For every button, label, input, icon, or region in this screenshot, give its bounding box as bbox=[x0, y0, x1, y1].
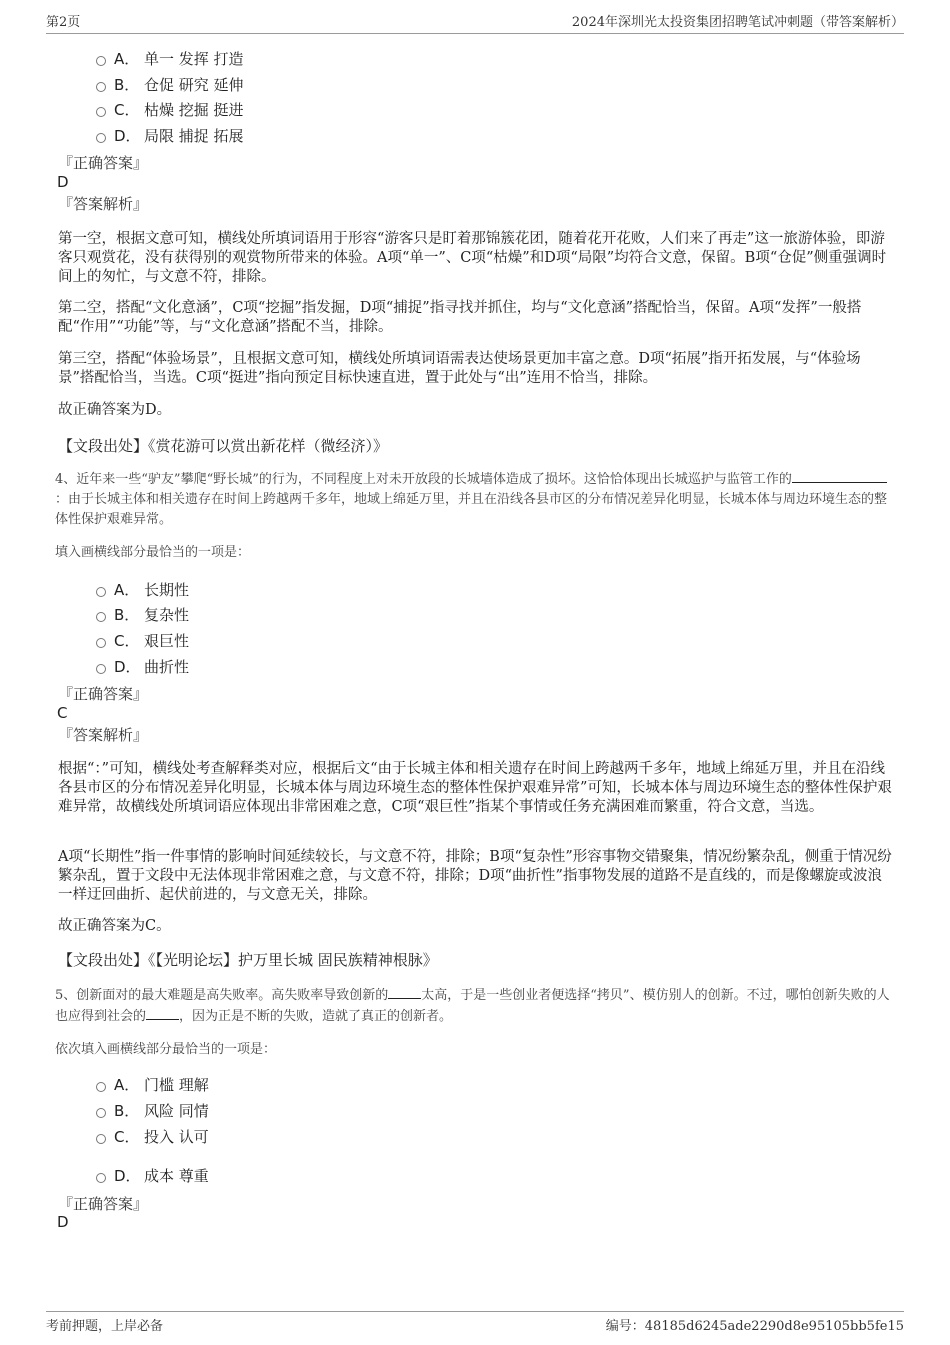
option-d[interactable]: D． 成本 尊重 bbox=[96, 1166, 209, 1186]
document-title: 2024年深圳光太投资集团招聘笔试冲刺题（带答案解析） bbox=[571, 15, 904, 30]
answer-label: 『正确答案』 bbox=[58, 154, 149, 172]
option-text: 枯燥 挖掘 挺进 bbox=[144, 101, 244, 119]
option-text: 风险 同情 bbox=[144, 1102, 209, 1120]
radio-icon[interactable] bbox=[96, 1173, 106, 1183]
radio-icon[interactable] bbox=[96, 133, 106, 143]
option-a[interactable]: A． 单一 发挥 打造 bbox=[96, 49, 244, 69]
option-text: 曲折性 bbox=[144, 658, 190, 676]
page-header bbox=[46, 11, 904, 34]
analysis-paragraph: 第三空，搭配“体验场景”，且根据文意可知，横线处所填词语需表达使场景更加丰富之意。D项“拓展”指开拓发展，与“体验场景”搭配恰当，当选。C项“挺进”指向预定目标快速直进，置于此处与“出”连用不恰当，排除。 bbox=[58, 351, 861, 386]
fill-blank bbox=[146, 1006, 179, 1020]
document-id: 编号：48185d6245ade2290d8e95105bb5fe15 bbox=[605, 1319, 904, 1334]
radio-icon[interactable] bbox=[96, 638, 106, 648]
option-text: 门槛 理解 bbox=[144, 1076, 209, 1094]
source-citation: 【文段出处】《【光明论坛】护万里长城 固民族精神根脉》 bbox=[58, 951, 438, 969]
radio-icon[interactable] bbox=[96, 1108, 106, 1118]
correct-answer: D bbox=[57, 1213, 69, 1231]
question-prompt: 填入画横线部分最恰当的一项是： bbox=[55, 545, 251, 560]
radio-icon[interactable] bbox=[96, 612, 106, 622]
radio-icon[interactable] bbox=[96, 107, 106, 117]
option-text: 单一 发挥 打造 bbox=[144, 50, 244, 68]
option-b[interactable]: B． 风险 同情 bbox=[96, 1101, 209, 1121]
option-b[interactable]: B． 复杂性 bbox=[96, 605, 189, 625]
option-b[interactable]: B． 仓促 研究 延伸 bbox=[96, 75, 244, 95]
option-c[interactable]: C． 艰巨性 bbox=[96, 631, 189, 651]
page-number: 第2页 bbox=[46, 15, 81, 30]
question-stem: 5、创新面对的最大难题是高失败率。高失败率导致创新的 太高，于是一些创业者便选择“拷贝”、模仿别人的创新。不过，哪怕创新失败的人也应得到社会的 ，因为正是不断的失败，造就了真正的创新者。 bbox=[55, 985, 897, 1027]
radio-icon[interactable] bbox=[96, 56, 106, 66]
analysis-conclusion: 故正确答案为C。 bbox=[58, 918, 171, 934]
analysis-paragraph: 第二空，搭配“文化意涵”，C项“挖掘”指发掘，D项“捕捉”指寻找并抓住，均与“文化意涵”搭配恰当，保留。A项“发挥”一般搭配“作用”“功能”等，与“文化意涵”搭配不当，排除。 bbox=[58, 300, 862, 335]
answer-label: 『正确答案』 bbox=[58, 1195, 149, 1213]
option-text: 仓促 研究 延伸 bbox=[144, 76, 244, 94]
option-c[interactable]: C． 枯燥 挖掘 挺进 bbox=[96, 100, 244, 120]
analysis-paragraph: 根据“：”可知，横线处考查解释类对应，根据后文“由于长城主体和相关遗存在时间上跨越两千多年，地域上绵延万里，并且在沿线各县市区的分布情况差异化明显，长城本体与周边环境生态的整体性保护艰难异常”可知，长城本体与周边环境生态的整体性保护艰难异常，故横线处所填词语应体现出非常困难之意，C项“艰巨性”指某个事情或任务充满困难而繁重，符合文意，当选。 bbox=[58, 761, 892, 815]
option-a[interactable]: A． 长期性 bbox=[96, 580, 189, 600]
option-a[interactable]: A． 门槛 理解 bbox=[96, 1075, 209, 1095]
option-text: 复杂性 bbox=[144, 606, 190, 624]
correct-answer: C bbox=[57, 704, 68, 722]
option-d[interactable]: D． 局限 捕捉 拓展 bbox=[96, 126, 244, 146]
footer-slogan: 考前押题，上岸必备 bbox=[46, 1319, 164, 1334]
option-d[interactable]: D． 曲折性 bbox=[96, 657, 189, 677]
analysis-label: 『答案解析』 bbox=[58, 195, 149, 213]
radio-icon[interactable] bbox=[96, 82, 106, 92]
page-footer bbox=[46, 1311, 904, 1334]
radio-icon[interactable] bbox=[96, 664, 106, 674]
radio-icon[interactable] bbox=[96, 587, 106, 597]
source-citation: 【文段出处】《赏花游可以赏出新花样（微经济）》 bbox=[58, 437, 389, 455]
option-text: 长期性 bbox=[144, 581, 190, 599]
analysis-label: 『答案解析』 bbox=[58, 726, 149, 744]
analysis-paragraph: A项“长期性”指一件事情的影响时间延续较长，与文意不符，排除；B项“复杂性”形容事物交错聚集，情况纷繁杂乱，侧重于情况纷繁杂乱，置于文段中无法体现非常困难之意，与文意不符，排除；D项“曲折性”指事物发展的道路不是直线的，而是像螺旋或波浪一样迂回曲折、起伏前进的，与文意无关，排除。 bbox=[58, 849, 892, 903]
correct-answer: D bbox=[57, 173, 69, 191]
option-text: 投入 认可 bbox=[144, 1128, 209, 1146]
question-stem: 4、近年来一些“驴友”攀爬“野长城”的行为，不同程度上对未开放段的长城墙体造成了损坏。这恰恰体现出长城巡护与监管工作的 ：由于长城主体和相关遗存在时间上跨越两千多年，地域上绵延万里，并且在沿线各县市区的分布情况差异化明显，长城本体与周边环境生态的整体性保护艰难异常。 bbox=[55, 469, 897, 530]
option-c[interactable]: C． 投入 认可 bbox=[96, 1127, 209, 1147]
option-text: 艰巨性 bbox=[144, 632, 190, 650]
radio-icon[interactable] bbox=[96, 1082, 106, 1092]
fill-blank bbox=[792, 469, 887, 483]
option-text: 成本 尊重 bbox=[144, 1167, 209, 1185]
analysis-conclusion: 故正确答案为D。 bbox=[58, 402, 172, 418]
answer-label: 『正确答案』 bbox=[58, 685, 149, 703]
fill-blank bbox=[388, 985, 421, 999]
question-prompt: 依次填入画横线部分最恰当的一项是： bbox=[55, 1042, 277, 1057]
option-text: 局限 捕捉 拓展 bbox=[144, 127, 244, 145]
radio-icon[interactable] bbox=[96, 1134, 106, 1144]
analysis-paragraph: 第一空，根据文意可知，横线处所填词语用于形容“游客只是盯着那锦簇花团，随着花开花败，人们来了再走”这一旅游体验，即游客只观赏花，没有获得别的观赏物所带来的体验。A项“单一”、C项“枯燥”和D项“局限”均符合文意，保留。B项“仓促”侧重强调时间上的匆忙，与文意不符，排除。 bbox=[58, 231, 887, 285]
